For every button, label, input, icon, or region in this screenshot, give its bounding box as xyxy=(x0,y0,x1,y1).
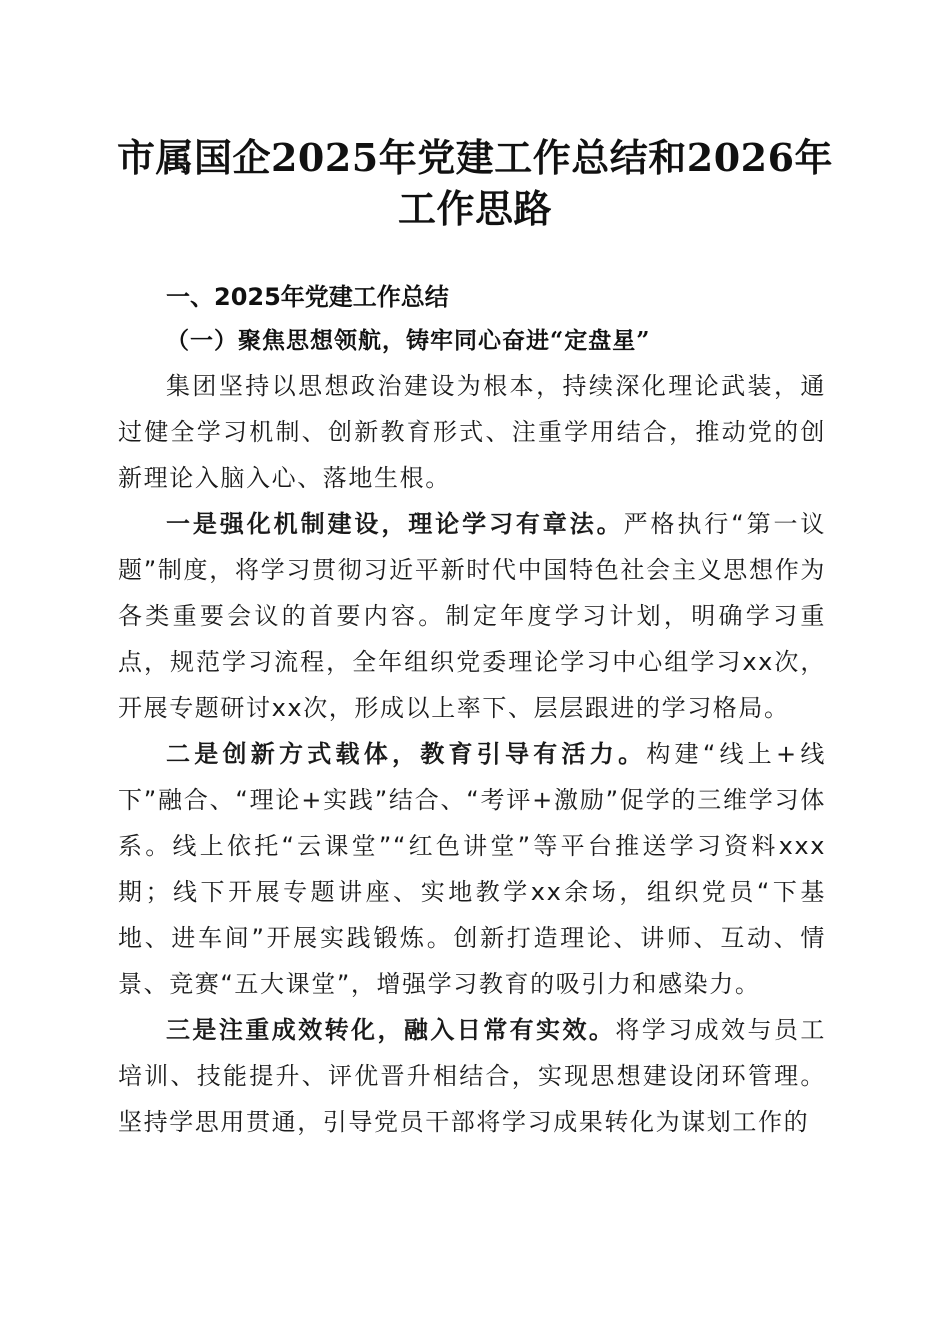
point-1-text: 严格执行“第一议题”制度，将学习贯彻习近平新时代中国特色社会主义思想作为各类重要会议的首要内容。制定年度学习计划，明确学习重点，规范学习流程，全年组织党委理论学习中心组学习xx次，开展专题研讨xx次，形成以上率下、层层跟进的学习格局。 xyxy=(118,510,827,722)
document-title: 市属国企2025年党建工作总结和2026年工作思路 xyxy=(116,135,834,231)
point-1-lead: 一是强化机制建设，理论学习有章法。 xyxy=(166,510,624,538)
intro-paragraph: 集团坚持以思想政治建设为根本，持续深化理论武装，通过健全学习机制、创新教育形式、注重学用结合，推动党的创新理论入脑入心、落地生根。 xyxy=(118,372,826,492)
point-3-lead: 三是注重成效转化，融入日常有实效。 xyxy=(166,1016,616,1044)
section-heading: 一、2025年党建工作总结 xyxy=(166,283,449,311)
document-body xyxy=(118,275,826,1145)
point-3-text: 将学习成效与员工培训、技能提升、评优晋升相结合，实现思想建设闭环管理。坚持学思用贯通，引导党员干部将学习成果转化为谋划工作的 xyxy=(118,1016,826,1136)
point-2-lead: 二是创新方式载体，教育引导有活力。 xyxy=(166,740,647,768)
point-2-text: 构建“线上+线下”融合、“理论+实践”结合、“考评+激励”促学的三维学习体系。线上依托“云课堂”“红色讲堂”等平台推送学习资料xxx期；线下开展专题讲座、实地教学xx余场，组织党员“下基地、进车间”开展实践锻炼。创新打造理论、讲师、互动、情景、竞赛“五大课堂”，增强学习教育的吸引力和感染力。 xyxy=(118,740,826,998)
subsection-heading: （一）聚焦思想领航，铸牢同心奋进“定盘星” xyxy=(166,327,651,354)
point-2-paragraph xyxy=(118,731,826,1007)
point-1-paragraph xyxy=(118,501,826,731)
point-3-paragraph xyxy=(118,1007,826,1145)
